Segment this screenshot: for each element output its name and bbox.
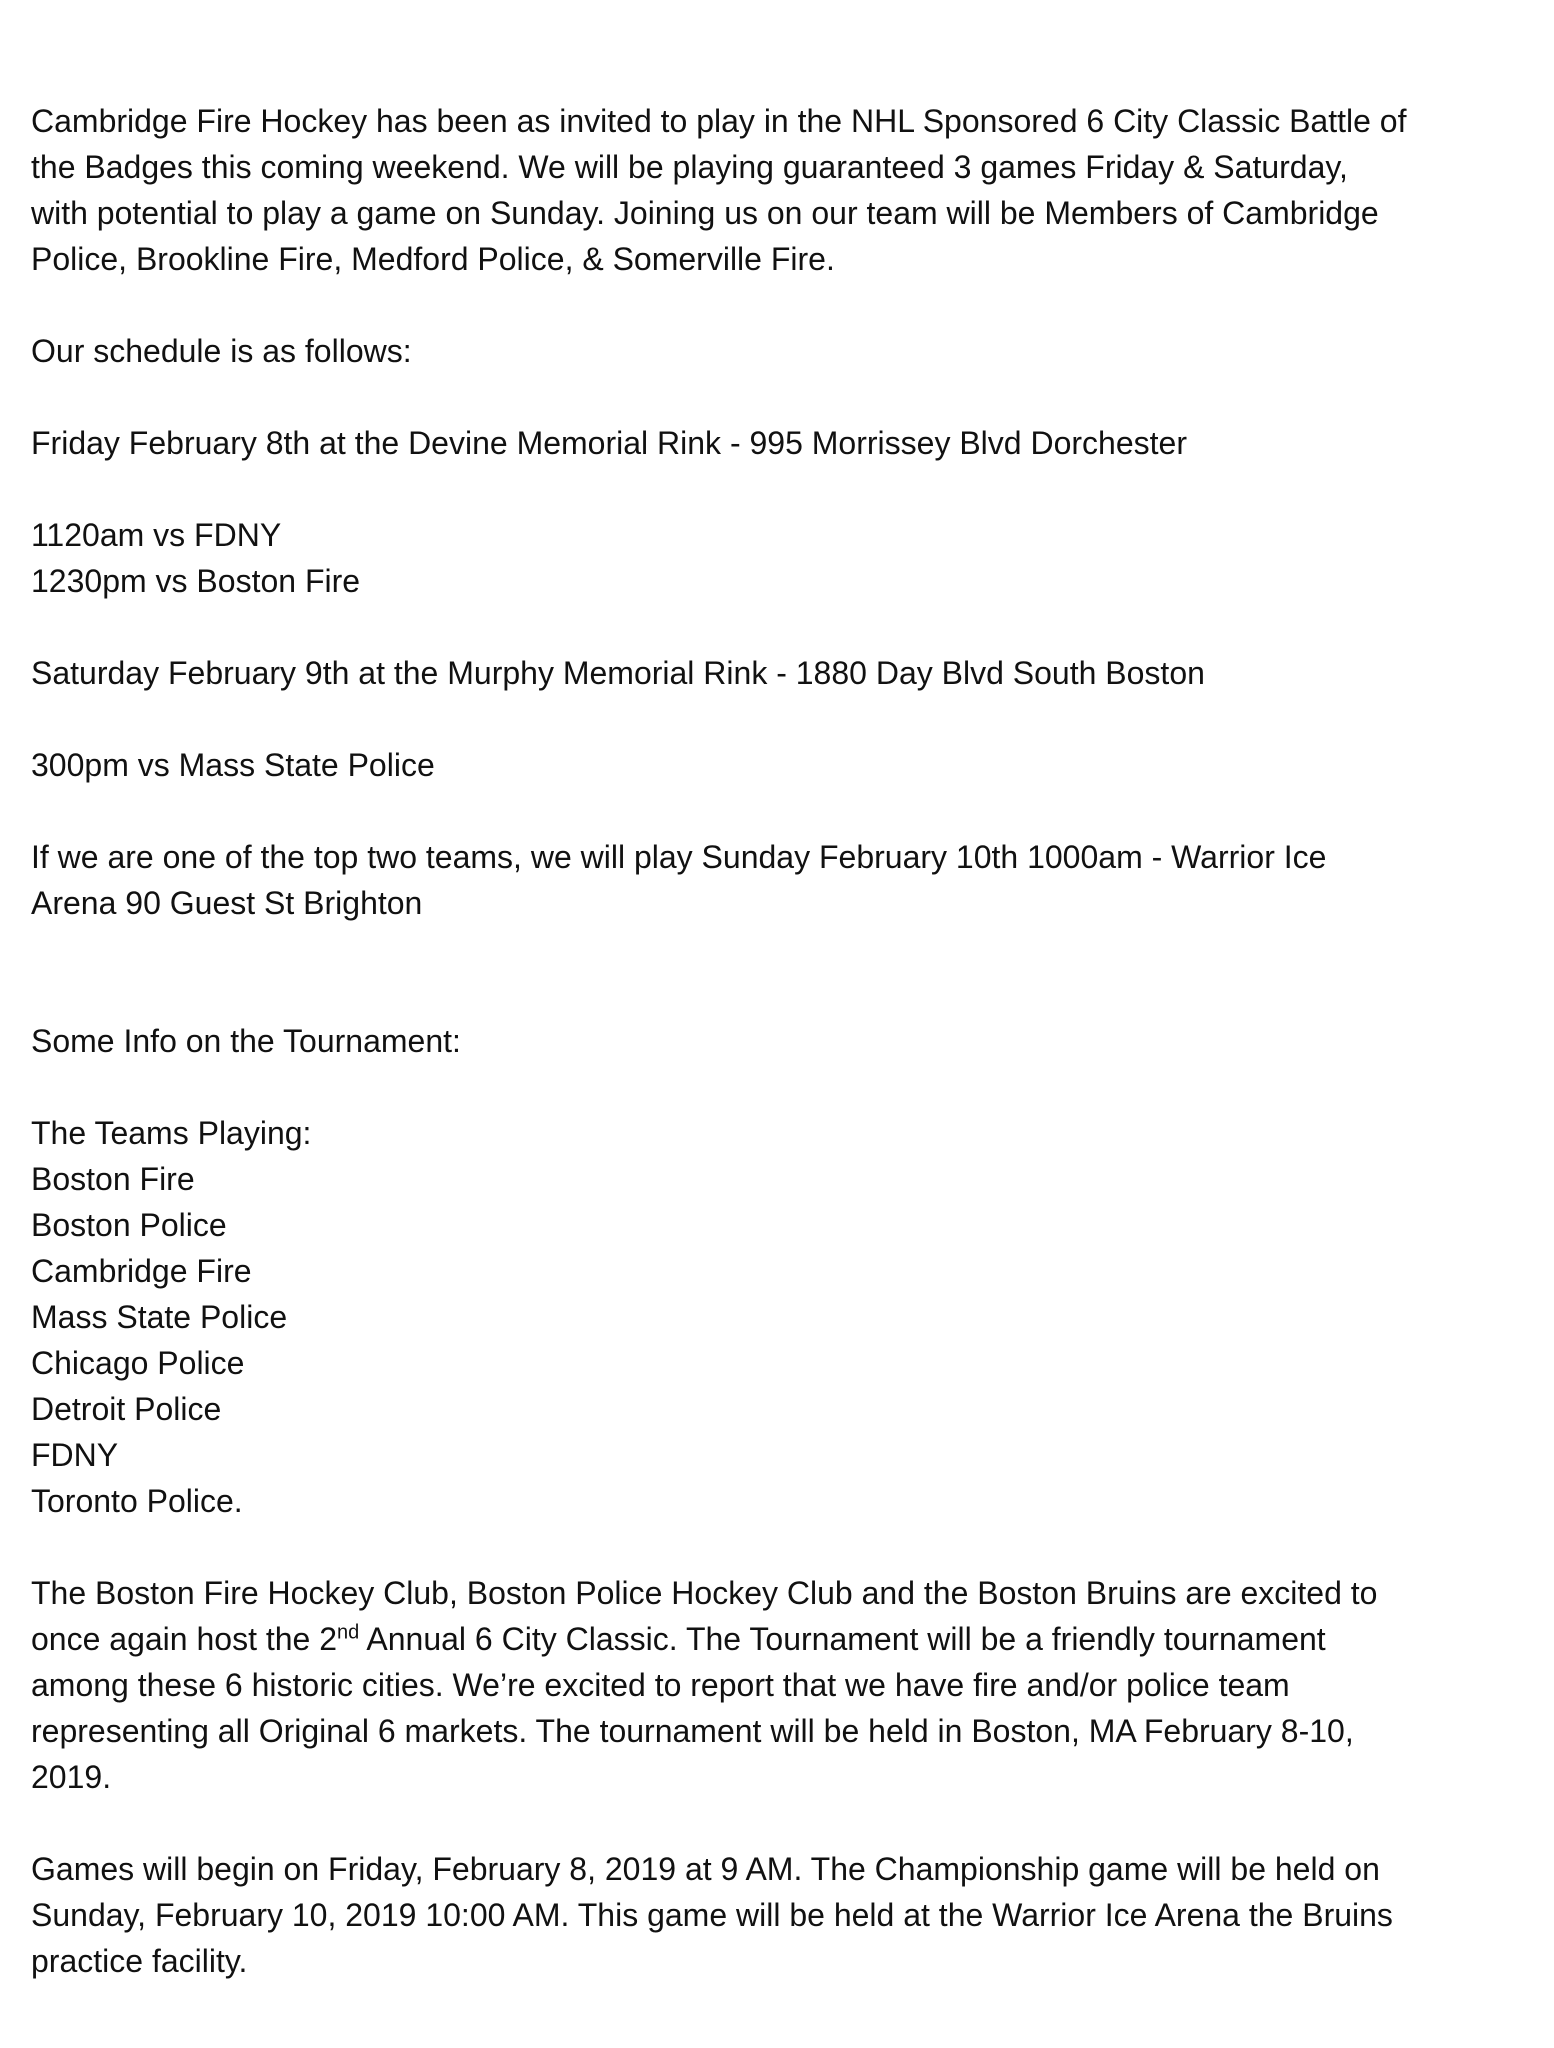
intro-line: Police, Brookline Fire, Medford Police, & Somerville Fire. [31, 241, 835, 277]
intro-paragraph [31, 98, 1531, 282]
host-line: representing all Original 6 markets. The tournament will be held in Boston, MA February 8-10, [31, 1713, 1354, 1749]
friday-game: 1230pm vs Boston Fire [31, 563, 361, 599]
document-page [31, 98, 1531, 1984]
host-line: The Boston Fire Hockey Club, Boston Police Hockey Club and the Boston Bruins are excited to [31, 1575, 1378, 1611]
team-item: Boston Police [31, 1207, 227, 1243]
friday-game: 1120am vs FDNY [31, 517, 282, 553]
tournament-heading: Some Info on the Tournament: [31, 1023, 461, 1059]
games-line: Sunday, February 10, 2019 10:00 AM. This game will be held at the Warrior Ice Arena the Bruins [31, 1897, 1393, 1933]
sunday-line: Arena 90 Guest St Brighton [31, 885, 423, 921]
team-item: Detroit Police [31, 1391, 222, 1427]
friday-heading: Friday February 8th at the Devine Memorial Rink - 995 Morrissey Blvd Dorchester [31, 425, 1187, 461]
team-item: Toronto Police. [31, 1483, 243, 1519]
games-paragraph [31, 1846, 1531, 1984]
games-line: Games will begin on Friday, February 8, 2019 at 9 AM. The Championship game will be held on [31, 1851, 1380, 1887]
team-item: Boston Fire [31, 1161, 195, 1197]
host-line [31, 1621, 1326, 1657]
host-line: 2019. [31, 1759, 112, 1795]
intro-line: Cambridge Fire Hockey has been as invited to play in the NHL Sponsored 6 City Classic Battle of [31, 103, 1407, 139]
host-line-text: Annual 6 City Classic. The Tournament will be a friendly tournament [359, 1621, 1326, 1657]
schedule-heading: Our schedule is as follows: [31, 333, 412, 369]
teams-heading: The Teams Playing: [31, 1115, 312, 1151]
sunday-line: If we are one of the top two teams, we will play Sunday February 10th 1000am - Warrior Ice [31, 839, 1327, 875]
host-paragraph [31, 1570, 1531, 1800]
team-item: Mass State Police [31, 1299, 288, 1335]
host-line: among these 6 historic cities. We’re excited to report that we have fire and/or police team [31, 1667, 1290, 1703]
games-line: practice facility. [31, 1943, 248, 1979]
team-item: Chicago Police [31, 1345, 245, 1381]
intro-line: with potential to play a game on Sunday. Joining us on our team will be Members of Cambridge [31, 195, 1379, 231]
ordinal-suffix: nd [337, 1621, 360, 1644]
intro-line: the Badges this coming weekend. We will be playing guaranteed 3 games Friday & Saturday, [31, 149, 1348, 185]
host-line-text: once again host the 2 [31, 1621, 338, 1657]
saturday-heading: Saturday February 9th at the Murphy Memorial Rink - 1880 Day Blvd South Boston [31, 655, 1205, 691]
team-item: FDNY [31, 1437, 119, 1473]
sunday-paragraph [31, 834, 1531, 926]
saturday-game: 300pm vs Mass State Police [31, 747, 435, 783]
team-item: Cambridge Fire [31, 1253, 252, 1289]
